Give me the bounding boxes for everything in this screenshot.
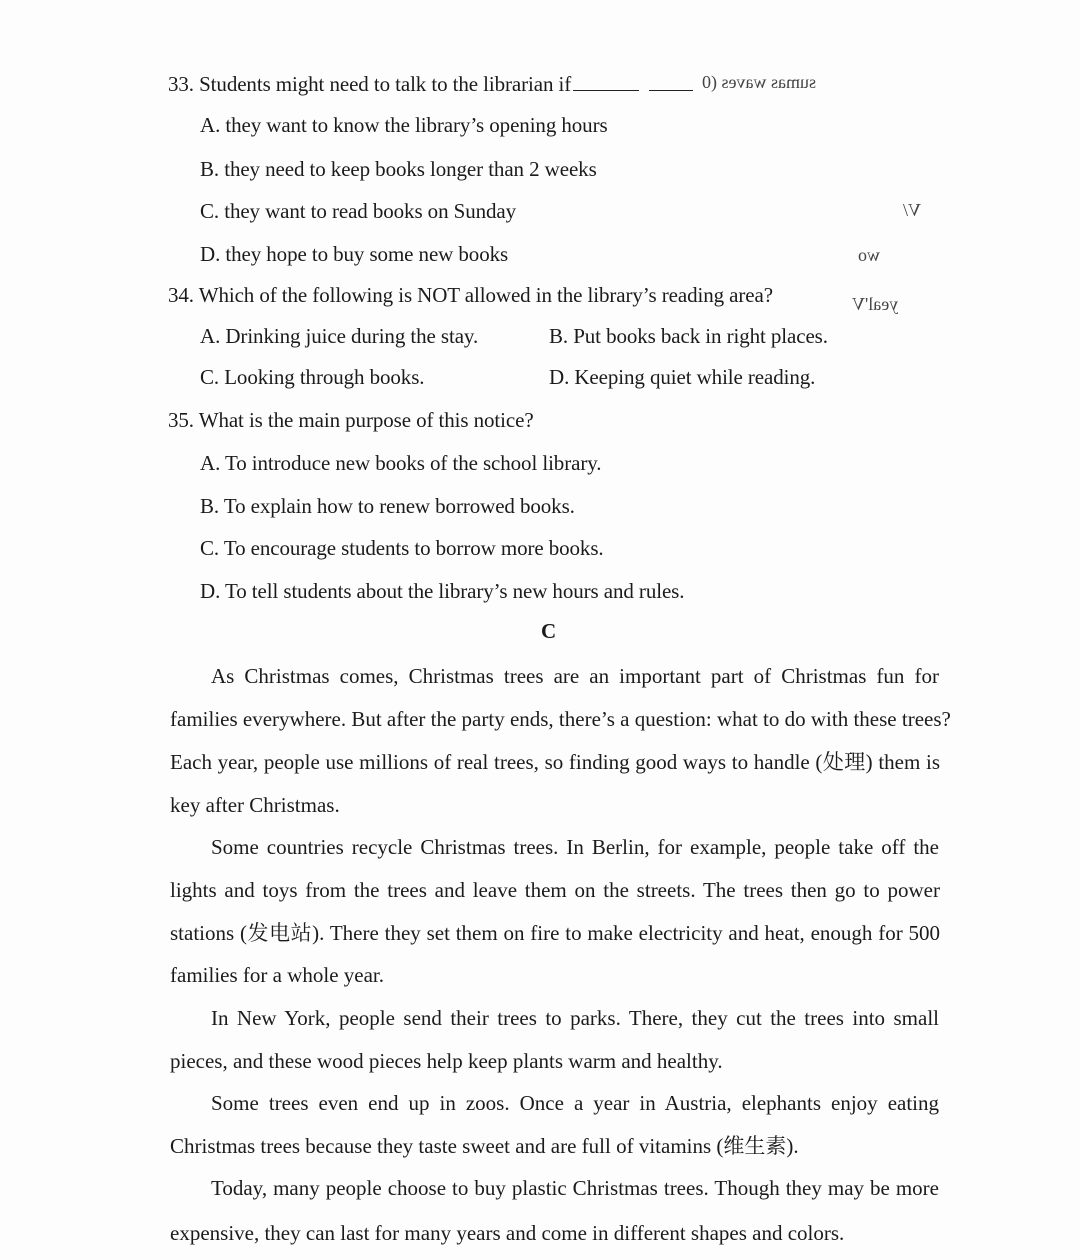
question-35-option-c: C. To encourage students to borrow more books. — [200, 536, 604, 560]
question-33 — [168, 70, 693, 98]
passage-line: Today, many people choose to buy plastic Christmas trees. Though they may be more — [211, 1176, 939, 1200]
bleed-through-text: sumas waves (0 — [702, 72, 816, 92]
answer-blank — [573, 76, 639, 91]
passage-line: families for a whole year. — [170, 963, 384, 987]
question-33-option-b: B. they need to keep books longer than 2 weeks — [200, 157, 597, 181]
question-35-option-a: A. To introduce new books of the school library. — [200, 451, 602, 475]
passage-line: Each year, people use millions of real trees, so finding good ways to handle (处理) them is — [170, 750, 940, 774]
bleed-through-mark: wo — [858, 245, 880, 265]
passage-line: key after Christmas. — [170, 793, 340, 817]
passage-line: Some countries recycle Christmas trees. In Berlin, for example, people take off the — [211, 835, 939, 859]
question-34-option-a: A. Drinking juice during the stay. — [200, 324, 479, 348]
bleed-through-mark: V/ — [903, 200, 921, 220]
passage-line: In New York, people send their trees to parks. There, they cut the trees into small — [211, 1006, 939, 1030]
passage-line: families everywhere. But after the party ends, there’s a question: what to do with these trees? — [170, 707, 951, 731]
question-34-option-c: C. Looking through books. — [200, 365, 425, 389]
question-35-option-d: D. To tell students about the library’s new hours and rules. — [200, 579, 685, 603]
question-33-option-d: D. they hope to buy some new books — [200, 242, 509, 266]
section-heading: C — [541, 619, 557, 643]
passage-line: Some trees even end up in zoos. Once a year in Austria, elephants enjoy eating — [211, 1091, 939, 1115]
question-34-option-b: B. Put books back in right places. — [549, 324, 828, 348]
question-33-stem: 33. Students might need to talk to the librarian if — [168, 72, 572, 96]
passage-line: lights and toys from the trees and leave them on the streets. The trees then go to power — [170, 878, 940, 902]
question-35-stem: 35. What is the main purpose of this notice? — [168, 408, 534, 432]
question-35-option-b: B. To explain how to renew borrowed books. — [200, 494, 575, 518]
answer-blank-extension — [649, 78, 693, 91]
question-34-option-d: D. Keeping quiet while reading. — [549, 365, 816, 389]
bleed-through-mark: yeal'V — [852, 294, 899, 314]
question-34-stem: 34. Which of the following is NOT allowed in the library’s reading area? — [168, 283, 773, 307]
passage-line: pieces, and these wood pieces help keep plants warm and healthy. — [170, 1049, 723, 1073]
passage-line: Christmas trees because they taste sweet and are full of vitamins (维生素). — [170, 1134, 799, 1158]
passage-line: expensive, they can last for many years and come in different shapes and colors. — [170, 1221, 845, 1245]
passage-line: As Christmas comes, Christmas trees are an important part of Christmas fun for — [211, 664, 939, 688]
question-33-option-a: A. they want to know the library’s opening hours — [200, 113, 608, 137]
question-33-option-c: C. they want to read books on Sunday — [200, 199, 517, 223]
passage-line: stations (发电站). There they set them on fire to make electricity and heat, enough for 500 — [170, 921, 940, 945]
